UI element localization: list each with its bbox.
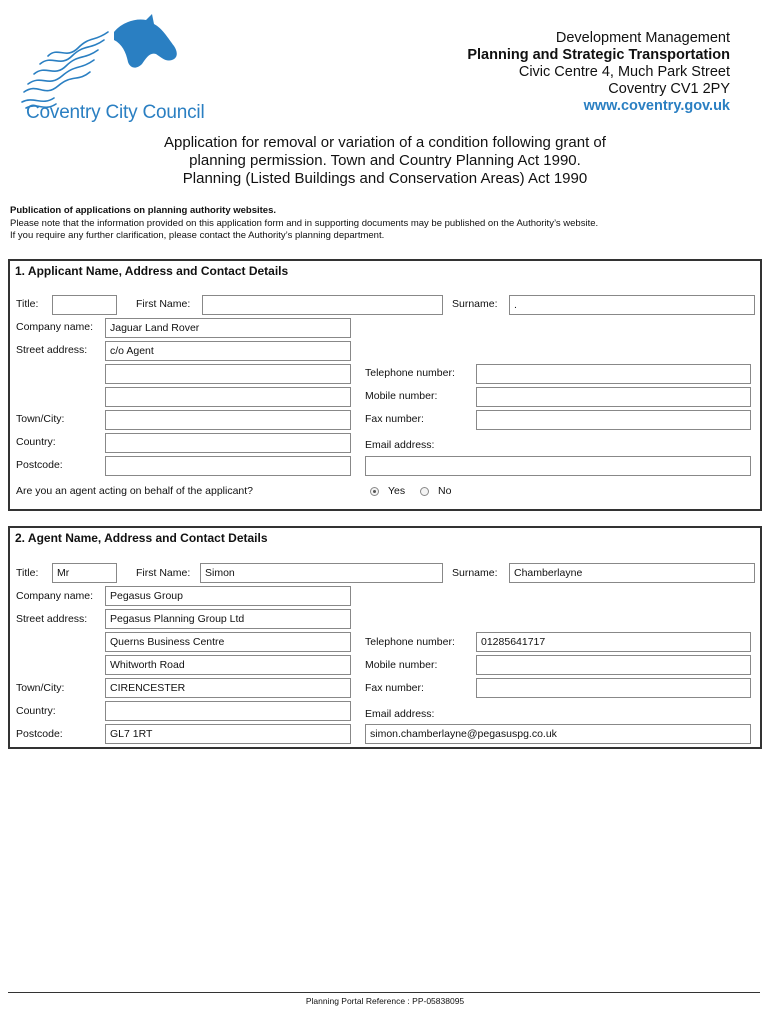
- agent-no-radio[interactable]: [420, 487, 429, 496]
- applicant-surname-field[interactable]: .: [509, 295, 755, 315]
- publication-notice: [10, 205, 598, 243]
- agent-street1-field[interactable]: Pegasus Planning Group Ltd: [105, 609, 351, 629]
- agent-no-label: No: [438, 485, 452, 497]
- website-link[interactable]: www.coventry.gov.uk: [583, 98, 730, 114]
- address-line2: Coventry CV1 2PY: [608, 81, 730, 97]
- agent-section-title: 2. Agent Name, Address and Contact Details: [15, 531, 268, 545]
- surname-label: Surname:: [452, 298, 498, 310]
- applicant-street3-field[interactable]: [105, 387, 351, 407]
- agent-street2-field[interactable]: Querns Business Centre: [105, 632, 351, 652]
- telephone-label: Telephone number:: [365, 636, 455, 648]
- publication-line2: If you require any further clarification, please contact the Authority’s planning department.: [10, 230, 385, 241]
- telephone-label: Telephone number:: [365, 367, 455, 379]
- agent-fax-field[interactable]: [476, 678, 751, 698]
- agent-yes-radio[interactable]: [370, 487, 379, 496]
- form-title-line3: Planning (Listed Buildings and Conservation Areas) Act 1990: [182, 170, 588, 187]
- surname-label: Surname:: [452, 567, 498, 579]
- mobile-label: Mobile number:: [365, 390, 438, 402]
- form-title-line1: Application for removal or variation of a condition following grant of: [164, 134, 606, 151]
- agent-town-field[interactable]: CIRENCESTER: [105, 678, 351, 698]
- fax-label: Fax number:: [365, 682, 424, 694]
- agent-company-field[interactable]: Pegasus Group: [105, 586, 351, 606]
- applicant-title-field[interactable]: [52, 295, 117, 315]
- agent-first-name-field[interactable]: Simon: [200, 563, 443, 583]
- footer-divider: [8, 992, 760, 993]
- applicant-company-field[interactable]: Jaguar Land Rover: [105, 318, 351, 338]
- first-name-label: First Name:: [136, 567, 191, 579]
- agent-yes-label: Yes: [388, 485, 406, 497]
- street-address-label: Street address:: [16, 613, 88, 625]
- fax-label: Fax number:: [365, 413, 424, 425]
- postcode-label: Postcode:: [16, 459, 63, 471]
- applicant-postcode-field[interactable]: [105, 456, 351, 476]
- agent-telephone-field[interactable]: 01285641717: [476, 632, 751, 652]
- company-name-label: Company name:: [16, 321, 94, 333]
- form-title-line2: planning permission. Town and Country Planning Act 1990.: [189, 152, 581, 169]
- division-name: Planning and Strategic Transportation: [467, 47, 730, 63]
- agent-question-label: Are you an agent acting on behalf of the applicant?: [16, 485, 254, 497]
- mobile-label: Mobile number:: [365, 659, 438, 671]
- applicant-telephone-field[interactable]: [476, 364, 751, 384]
- council-logo-text: Coventry City Council: [26, 102, 205, 123]
- applicant-section: [8, 259, 762, 511]
- street-address-label: Street address:: [16, 344, 88, 356]
- agent-surname-field[interactable]: Chamberlayne: [509, 563, 755, 583]
- applicant-mobile-field[interactable]: [476, 387, 751, 407]
- agent-country-field[interactable]: [105, 701, 351, 721]
- agent-email-field[interactable]: simon.chamberlayne@pegasuspg.co.uk: [365, 724, 751, 744]
- applicant-street2-field[interactable]: [105, 364, 351, 384]
- publication-heading: Publication of applications on planning authority websites.: [10, 205, 277, 216]
- town-label: Town/City:: [16, 413, 65, 425]
- agent-postcode-field[interactable]: GL7 1RT: [105, 724, 351, 744]
- applicant-town-field[interactable]: [105, 410, 351, 430]
- postcode-label: Postcode:: [16, 728, 63, 740]
- council-address: [467, 30, 730, 115]
- agent-title-field[interactable]: Mr: [52, 563, 117, 583]
- title-label: Title:: [16, 567, 39, 579]
- form-title: [0, 134, 770, 188]
- title-label: Title:: [16, 298, 39, 310]
- applicant-email-field[interactable]: [365, 456, 751, 476]
- company-name-label: Company name:: [16, 590, 94, 602]
- first-name-label: First Name:: [136, 298, 191, 310]
- applicant-country-field[interactable]: [105, 433, 351, 453]
- applicant-section-title: 1. Applicant Name, Address and Contact Details: [15, 264, 289, 278]
- email-label: Email address:: [365, 708, 435, 720]
- town-label: Town/City:: [16, 682, 65, 694]
- email-label: Email address:: [365, 439, 435, 451]
- applicant-first-name-field[interactable]: [202, 295, 443, 315]
- country-label: Country:: [16, 436, 56, 448]
- applicant-street1-field[interactable]: c/o Agent: [105, 341, 351, 361]
- agent-section: [8, 526, 762, 749]
- address-line1: Civic Centre 4, Much Park Street: [518, 64, 730, 80]
- agent-street3-field[interactable]: Whitworth Road: [105, 655, 351, 675]
- applicant-fax-field[interactable]: [476, 410, 751, 430]
- planning-portal-reference: Planning Portal Reference : PP-05838095: [305, 996, 465, 1006]
- publication-line1: Please note that the information provided on this application form and in supporting documents may be published on the Authority’s website.: [10, 217, 599, 229]
- country-label: Country:: [16, 705, 56, 717]
- agent-mobile-field[interactable]: [476, 655, 751, 675]
- dept-name: Development Management: [555, 30, 730, 46]
